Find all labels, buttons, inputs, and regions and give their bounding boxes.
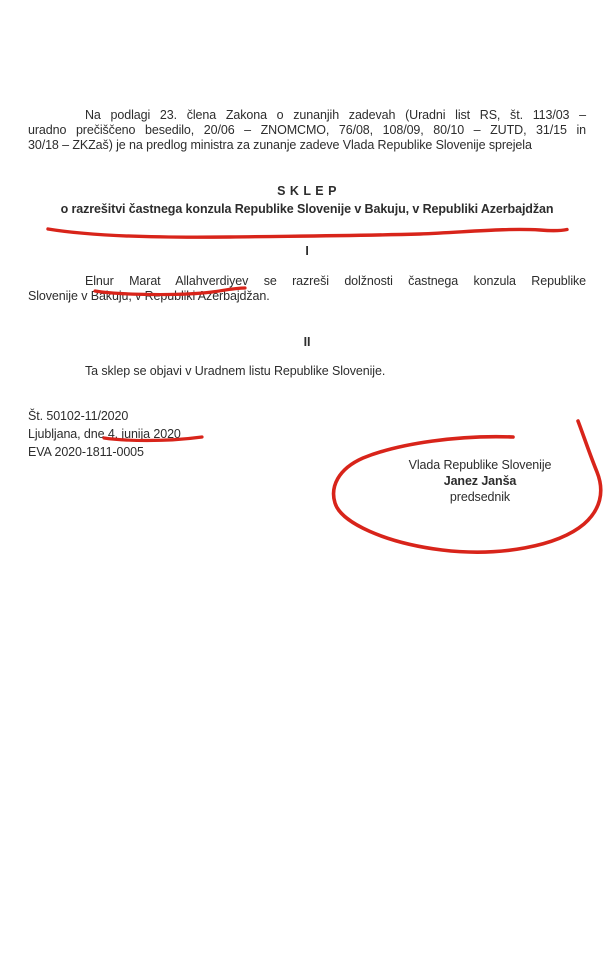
section-one-numeral: I: [305, 244, 309, 258]
section-two-numeral: II: [303, 335, 311, 349]
signature-block: [355, 457, 605, 505]
intro-paragraph: [28, 108, 586, 153]
section-two-line: Ta sklep se objavi v Uradnem listu Republike Slovenije.: [85, 364, 386, 378]
reference-number: Št. 50102-11/2020: [28, 409, 129, 423]
decree-subtitle: o razrešitvi častnega konzula Republike Slovenije v Bakuju, v Republiki Azerbajdžan: [60, 202, 554, 216]
reference-block: [28, 407, 586, 461]
section-one-paragraph: [28, 274, 586, 304]
intro-line-1: Na podlagi 23. člena Zakona o zunanjih zadevah (Uradni list RS, št. 113/03 –: [85, 108, 586, 122]
decree-title: S K L E P: [277, 184, 337, 198]
title-underline-annotation: [48, 229, 567, 237]
intro-line-3: 30/18 – ZKZaš) je na predlog ministra za zunanje zadeve Vlada Republike Slovenije sprejela: [28, 138, 532, 152]
decree-heading: [28, 182, 586, 218]
signature-name: Janez Janša: [443, 474, 517, 488]
reference-eva: EVA 2020-1811-0005: [28, 445, 144, 459]
section-one-line-2: Slovenije v Bakuju, v Republiki Azerbajdžan.: [28, 289, 270, 303]
signature-organization: Vlada Republike Slovenije: [408, 458, 552, 472]
reference-place-date: Ljubljana, dne 4. junija 2020: [28, 427, 181, 441]
section-two-paragraph: [28, 364, 586, 379]
signature-title: predsednik: [449, 490, 511, 504]
section-one-line-1: Elnur Marat Allahverdiyev se razreši dolžnosti častnega konzula Republike: [85, 274, 586, 288]
intro-line-2: uradno prečiščeno besedilo, 20/06 – ZNOMCMO, 76/08, 108/09, 80/10 – ZUTD, 31/15 in: [28, 123, 586, 137]
